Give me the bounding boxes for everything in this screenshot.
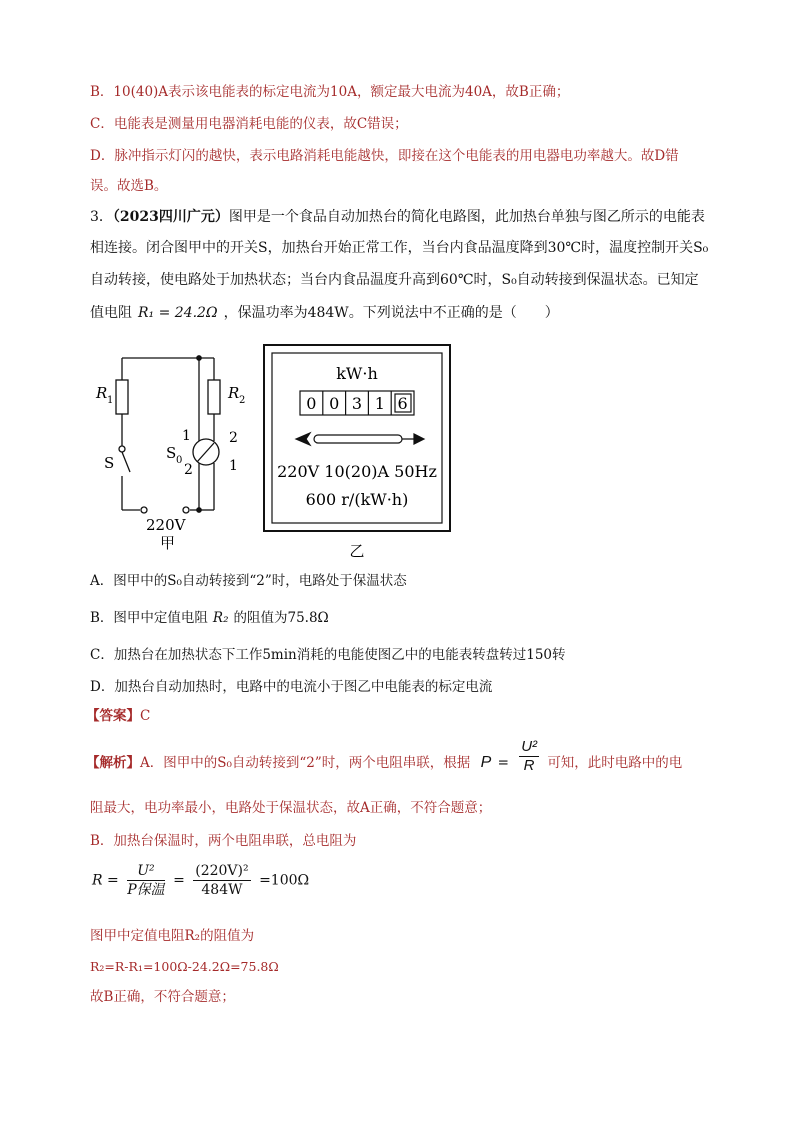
r1-label: R (96, 384, 108, 402)
analysis-line1 (86, 738, 683, 775)
r1-subscript: 1 (107, 395, 114, 406)
resistor-r1 (116, 380, 128, 414)
option-b-text: 的阻值为75.8Ω (233, 610, 329, 626)
question-3-line3: 自动转接，使电路处于加热状态；当台内食品温度升高到60℃时，S₀自动转接到保温状态。已知定 (90, 272, 699, 288)
answer-tag: 【答案】 (86, 708, 140, 724)
question-3-line1 (90, 207, 705, 227)
analysis-line5: R₂=R-R₁=100Ω-24.2Ω=75.8Ω (90, 959, 279, 974)
option-d: D．加热台自动加热时，电路中的电流小于图乙中电能表的标定电流 (90, 679, 493, 695)
eq-numerator-2: (220V)² (195, 863, 249, 879)
switch-s (122, 452, 130, 472)
eq-fraction-1 (127, 862, 164, 899)
voltage-label: 220V (146, 516, 186, 534)
option-a: A．图甲中的S₀自动转接到“2”时，电路处于保温状态 (90, 573, 407, 589)
resistor-r2 (208, 380, 220, 414)
answer (86, 706, 150, 726)
node-1-top: 1 (182, 428, 191, 444)
eq-sign: = (173, 872, 185, 889)
meter-digit: 3 (351, 394, 363, 413)
formula-p: P (480, 754, 492, 771)
s0-subscript: 0 (176, 455, 183, 466)
s-label: S (104, 454, 115, 472)
eq-fraction-2 (193, 862, 250, 899)
analysis-line4: 图甲中定值电阻R₂的阻值为 (90, 928, 255, 944)
total-resistance-equation (92, 862, 309, 899)
node-1-bottom: 1 (229, 458, 238, 474)
answer-value: C (140, 708, 151, 724)
r2-symbol: R₂ (212, 610, 229, 626)
s0-label: S (166, 444, 177, 462)
eq-sign: = (107, 872, 119, 889)
prev-option-c: C．电能表是测量用电器消耗电能的仪表，故C错误； (90, 116, 408, 132)
r1-formula: R₁ = 24.2Ω (138, 305, 218, 321)
eq-numerator-1: U² (127, 862, 164, 881)
node-2-top: 2 (229, 430, 238, 446)
question-source: （2023四川广元） (112, 209, 229, 225)
prev-option-d-line2: 误。故选B。 (90, 178, 168, 194)
node-2-bottom: 2 (184, 462, 193, 478)
formula-eq: = (497, 755, 509, 771)
formula-fraction (519, 738, 539, 775)
prev-option-d-line1: D．脉冲指示灯闪的越快，表示电路消耗电能越快，即接在这个电能表的用电器电功率越大。故D错 (90, 148, 679, 164)
formula-numerator: U² (521, 738, 538, 755)
meter-dial-arrow (296, 433, 424, 445)
meter-digit: 1 (374, 394, 385, 413)
eq-denominator-2: 484W (201, 882, 243, 898)
circuit-diagram (88, 350, 258, 560)
prev-option-b: B．10(40)A表示该电能表的标定电流为10A，额定最大电流为40A，故B正确； (90, 84, 570, 100)
analysis-line6: 故B正确，不符合题意； (90, 989, 235, 1005)
meter-revolutions: 600 r/(kW·h) (305, 490, 409, 509)
question-number: 3． (90, 209, 113, 225)
analysis-line3: B．加热台保温时，两个电阻串联，总电阻为 (90, 833, 357, 849)
meter-unit: kW·h (336, 364, 378, 383)
energy-meter (262, 343, 452, 561)
analysis-tag: 【解析】 (86, 755, 140, 771)
analysis-text: A．图甲中的S₀自动转接到“2”时，两个电阻串联，根据 (140, 755, 471, 771)
meter-digit: 6 (397, 394, 408, 413)
question-3-line4 (90, 303, 559, 323)
eq-lhs: R (92, 872, 103, 889)
analysis-line2: 阻最大，电功率最小，电路处于保温状态，故A正确，不符合题意； (90, 800, 492, 816)
option-b-text: B．图甲中定值电阻 (90, 610, 208, 626)
question-text: ，保温功率为484W。下列说法中不正确的是（ ） (223, 305, 559, 321)
formula-denominator: R (523, 757, 535, 774)
meter-digit: 0 (306, 394, 317, 413)
meter-spec: 220V 10(20)A 50Hz (277, 462, 437, 481)
diagram-caption-yi: 乙 (349, 542, 365, 560)
r2-subscript: 2 (239, 395, 246, 406)
question-text: 图甲是一个食品自动加热台的简化电路图，此加热台单独与图乙所示的电能表 (228, 209, 705, 225)
option-c: C．加热台在加热状态下工作5min消耗的电能使图乙中的电能表转盘转过150转 (90, 647, 566, 663)
eq-denominator-1: P保温 (127, 882, 165, 898)
question-text: 值电阻 (90, 305, 132, 321)
question-3-line2: 相连接。闭合图甲中的开关S，加热台开始正常工作，当台内食品温度降到30℃时，温度控制开关S₀ (90, 240, 709, 256)
analysis-text: 可知，此时电路中的电 (547, 755, 683, 771)
diagram-caption-jia: 甲 (160, 534, 176, 552)
option-b (90, 608, 329, 628)
eq-result: =100Ω (259, 872, 310, 889)
meter-digit: 0 (329, 394, 340, 413)
r2-label: R (228, 384, 240, 402)
